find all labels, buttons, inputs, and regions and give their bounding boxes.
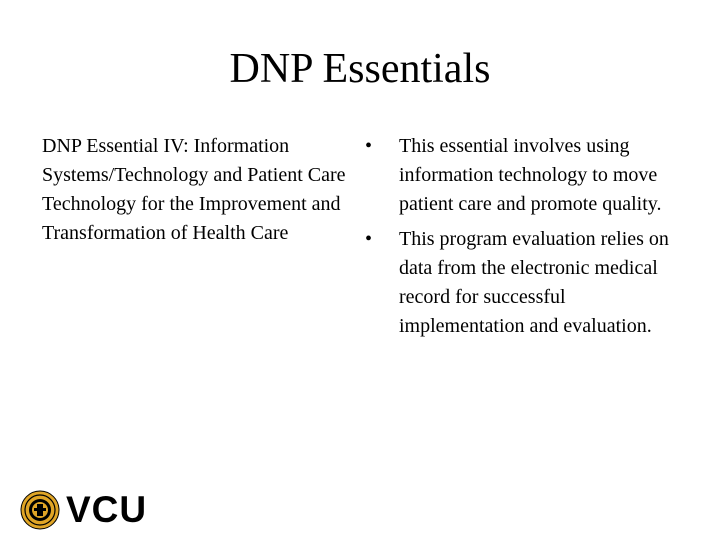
- vcu-logo: [20, 488, 160, 532]
- bullet-list: [365, 132, 695, 347]
- bullet-item: [365, 132, 695, 219]
- bullet-item: [365, 225, 695, 341]
- bullet-text: This program evaluation relies on data from the electronic medical record for successful implementation and evaluation.: [399, 228, 669, 337]
- bullet-dot-icon: •: [365, 135, 373, 157]
- essential-label: DNP Essential IV: Information Systems/Technology and Patient Care Technology for the Improvement and Transformation of Health Care: [42, 135, 346, 244]
- university-seal-icon: [20, 490, 60, 530]
- slide-title: DNP Essentials: [229, 46, 491, 92]
- logo-wordmark: VCU: [66, 489, 148, 530]
- bullet-dot-icon: •: [365, 228, 373, 250]
- bullet-text: This essential involves using information technology to move patient care and promote quality.: [399, 135, 662, 215]
